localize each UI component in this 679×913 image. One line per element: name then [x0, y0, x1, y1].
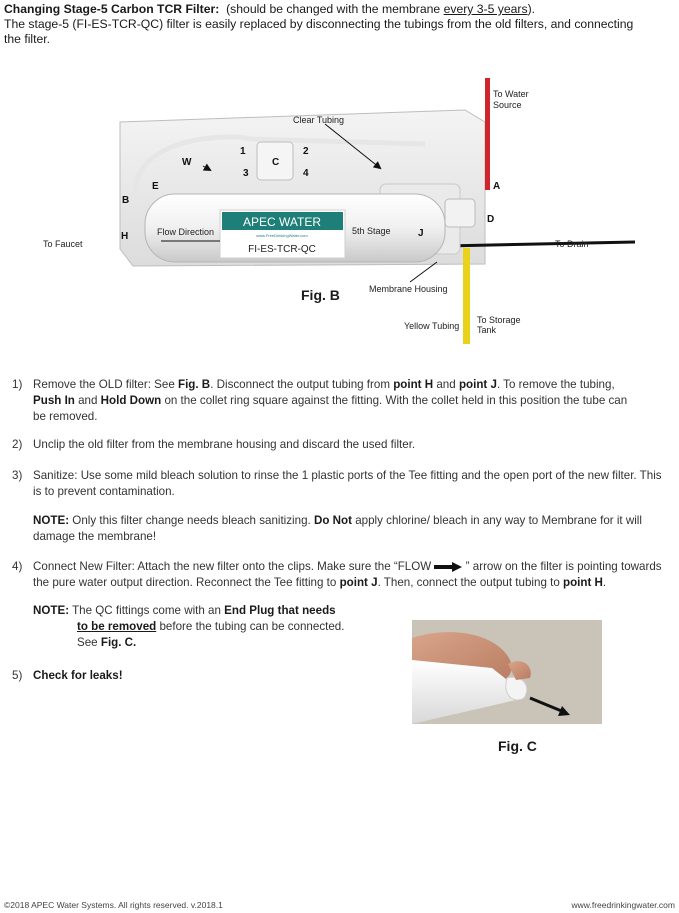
flow-arrow-icon [434, 562, 462, 572]
label-yellow-tubing: Yellow Tubing [404, 321, 460, 331]
note-end-plug: NOTE: The QC fittings come with an End Plug that needs to be removed before the tubing can be connected. See Fig. C. [33, 604, 345, 649]
label-h: H [121, 231, 129, 242]
step-4-number: 4) [12, 560, 23, 573]
label-to-water-2: Source [493, 100, 522, 110]
figure-c-photo [412, 620, 602, 724]
filter-site: www.FreeDrinkingWater.com [256, 233, 308, 238]
yellow-tube [463, 248, 470, 344]
label-j: J [418, 228, 424, 239]
step-1-number: 1) [12, 378, 23, 391]
label-1: 1 [240, 146, 246, 157]
label-b: B [122, 195, 130, 206]
note-bleach: NOTE: Only this filter change needs bleach sanitizing. Do Not apply chlorine/ bleach in any way to Membrane for it will damage the membrane! [33, 514, 642, 543]
label-flow-direction: Flow Direction [157, 227, 215, 237]
red-tube [485, 78, 490, 190]
label-a: A [493, 181, 501, 192]
label-5th-stage: 5th Stage [352, 226, 391, 236]
label-4: 4 [303, 168, 309, 179]
step-2-text: Unclip the old filter from the membrane housing and discard the used filter. [33, 438, 416, 451]
label-clear-tubing: Clear Tubing [293, 115, 345, 125]
step-5-number: 5) [12, 669, 23, 682]
header-note: (should be changed with the membrane [226, 2, 441, 16]
footer-copyright: ©2018 APEC Water Systems. All rights reserved. v.2018.1 [4, 900, 223, 910]
label-to-faucet: To Faucet [43, 239, 83, 249]
header-line-1 [4, 2, 674, 17]
figure-b-diagram [35, 74, 635, 346]
filter-model: FI-ES-TCR-QC [248, 244, 316, 255]
header-note-underlined: every 3-5 years [443, 2, 528, 16]
label-w: W [182, 157, 192, 168]
label-to-storage-2: Tank [477, 325, 497, 335]
label-e: E [152, 181, 159, 192]
header-line-3: the filter. [4, 32, 51, 46]
label-to-storage-1: To Storage [477, 315, 521, 325]
figure-c-caption: Fig. C [498, 738, 537, 754]
right-fitting [445, 199, 475, 227]
step-4-text: Connect New Filter: Attach the new filter onto the clips. Make sure the “FLOW ” arrow on the filter is pointing towards the pure water output direction. Reconnect the Tee fitting to point J. Then, connect the output tubing to point H. [33, 560, 662, 589]
step-1-text: Remove the OLD filter: See Fig. B. Disconnect the output tubing from point H and point J. To remove the tubing, Push In and Hold Down on the collet ring square against the fitting. With the collet held in this position the tube can be removed. [33, 378, 628, 423]
filter-brand: APEC WATER [242, 215, 322, 229]
footer-website: www.freedrinkingwater.com [571, 900, 675, 910]
label-d: D [487, 214, 495, 225]
label-membrane-housing: Membrane Housing [369, 284, 448, 294]
header-title: Changing Stage-5 Carbon TCR Filter: [4, 2, 220, 16]
label-3: 3 [243, 168, 249, 179]
page-header [4, 2, 674, 47]
label-2: 2 [303, 146, 309, 157]
step-2-number: 2) [12, 438, 23, 451]
label-c: C [272, 157, 280, 168]
step-3-number: 3) [12, 469, 23, 482]
step-5-text: Check for leaks! [33, 669, 123, 682]
label-to-water-1: To Water [493, 89, 529, 99]
step-3-text: Sanitize: Use some mild bleach solution to rinse the 1 plastic ports of the Tee fitting and the open port of the new filter. This is to prevent contamination. [33, 469, 662, 498]
figure-b-caption: Fig. B [301, 287, 340, 303]
header-line-2: The stage-5 (FI-ES-TCR-QC) filter is easily replaced by disconnecting the tubings from the old filters, and connecting [4, 17, 634, 31]
label-to-drain: To Drain [555, 239, 589, 249]
header-note-suffix: ). [527, 2, 536, 16]
